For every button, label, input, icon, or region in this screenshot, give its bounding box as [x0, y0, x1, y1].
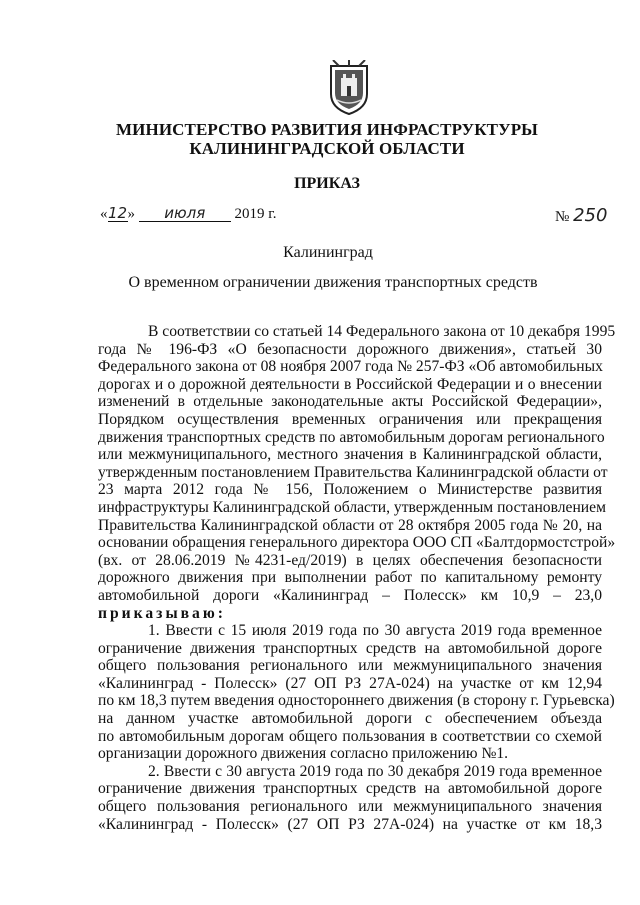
- preamble-line: дорогах и о дорожной деятельности в Российской Федерации и о внесении: [98, 375, 602, 393]
- item-1-line: на данном участке автомобильной дороги с обеспечением объезда: [98, 710, 602, 728]
- item-1-line: по км 18,3 путем введения одностороннего движения (в сторону г. Гурьевска): [98, 692, 615, 710]
- order-number: [555, 205, 607, 226]
- preamble-line: изменений в отдельные законодательные акты Российской Федерации»,: [98, 393, 602, 411]
- preamble-line: инфраструктуры Калининградской области, утвержденным постановлением: [98, 498, 606, 516]
- number-prefix: №: [555, 209, 570, 225]
- preamble-line: или межмуниципального, местного значения в Калининградской области,: [98, 446, 602, 464]
- doc-type-title: ПРИКАЗ: [294, 175, 360, 192]
- preamble-line: автомобильной дороги «Калининград – Полесск» км 10,9 – 23,0: [98, 586, 602, 604]
- order-date: [100, 205, 276, 223]
- item-1-line: организации дорожного движения согласно приложению №1.: [98, 745, 509, 763]
- order-item-2: [98, 763, 602, 833]
- date-open-quote: «: [100, 206, 108, 222]
- preamble: [98, 323, 616, 622]
- preamble-line: года № 196-ФЗ «О безопасности дорожного движения», статьей 30: [98, 340, 602, 358]
- date-month: июля: [139, 205, 231, 222]
- preamble-line: 23 марта 2012 года № 156, Положением о Министерстве развития: [98, 481, 602, 499]
- city-name: Калининград: [283, 244, 373, 261]
- preamble-line: (вх. от 28.06.2019 №4231-ед/2019) в целях обеспечения безопасности: [98, 551, 602, 569]
- date-year: 2019 г.: [234, 206, 277, 222]
- ministry-line-2: КАЛИНИНГРАДСКОЙ ОБЛАСТИ: [189, 139, 465, 158]
- preamble-line: Порядком осуществления временных ограничения или прекращения: [98, 410, 602, 428]
- item-1-line: по автомобильным дорогам общего пользования в соответствии со схемой: [98, 727, 602, 745]
- item-2-line: «Калининград - Полесск» (27 ОП РЗ 27А-024) на участке от км 18,3: [98, 815, 602, 833]
- preamble-line: дорожного движения при выполнении работ по капитальному ремонту: [98, 569, 602, 587]
- item-1-line: ограничение движения транспортных средств на автомобильной дороге: [98, 639, 602, 657]
- ministry-line-1: МИНИСТЕРСТВО РАЗВИТИЯ ИНФРАСТРУКТУРЫ: [116, 120, 538, 139]
- item-2-line: ограничение движения транспортных средств на автомобильной дороге: [98, 780, 602, 798]
- date-day: 12: [107, 204, 128, 222]
- date-close-quote: »: [127, 206, 135, 222]
- item-1-line: общего пользования регионального или межмуниципального значения: [98, 657, 602, 675]
- preamble-line: утвержденным постановлением Правительства Калининградской области от: [98, 463, 608, 481]
- order-item-1: [98, 622, 615, 763]
- item-1-line: «Калининград - Полесск» (27 ОП РЗ 27А-024) на участке от км 12,94: [98, 674, 602, 692]
- preamble-line: В соответствии со статьей 14 Федерального закона от 10 декабря 1995: [148, 323, 616, 340]
- item-1-line: 1. Ввести с 15 июля 2019 года по 30 августа 2019 года временное: [148, 622, 602, 640]
- order-body: [98, 323, 616, 833]
- order-subject: О временном ограничении движения транспортных средств: [128, 274, 538, 291]
- ministry-name: [0, 120, 640, 158]
- item-2-line: 2. Ввести с 30 августа 2019 года по 30 декабря 2019 года временное: [148, 762, 602, 780]
- item-2-line: общего пользования регионального или межмуниципального значения: [98, 798, 602, 816]
- coat-of-arms-emblem: [327, 60, 371, 116]
- preamble-line: Правительства Калининградской области от 28 октября 2005 года № 20, на: [98, 516, 602, 534]
- order-word: приказываю:: [98, 604, 226, 622]
- preamble-line: основании обращения генерального директора ООО СП «Балтдормостстрой»: [98, 534, 616, 552]
- preamble-line: Федерального закона от 08 ноября 2007 года № 257-ФЗ «Об автомобильных: [98, 358, 603, 376]
- number-value: 250: [573, 205, 608, 226]
- preamble-line: движения транспортных средств по автомобильным дорогам регионального: [98, 428, 605, 446]
